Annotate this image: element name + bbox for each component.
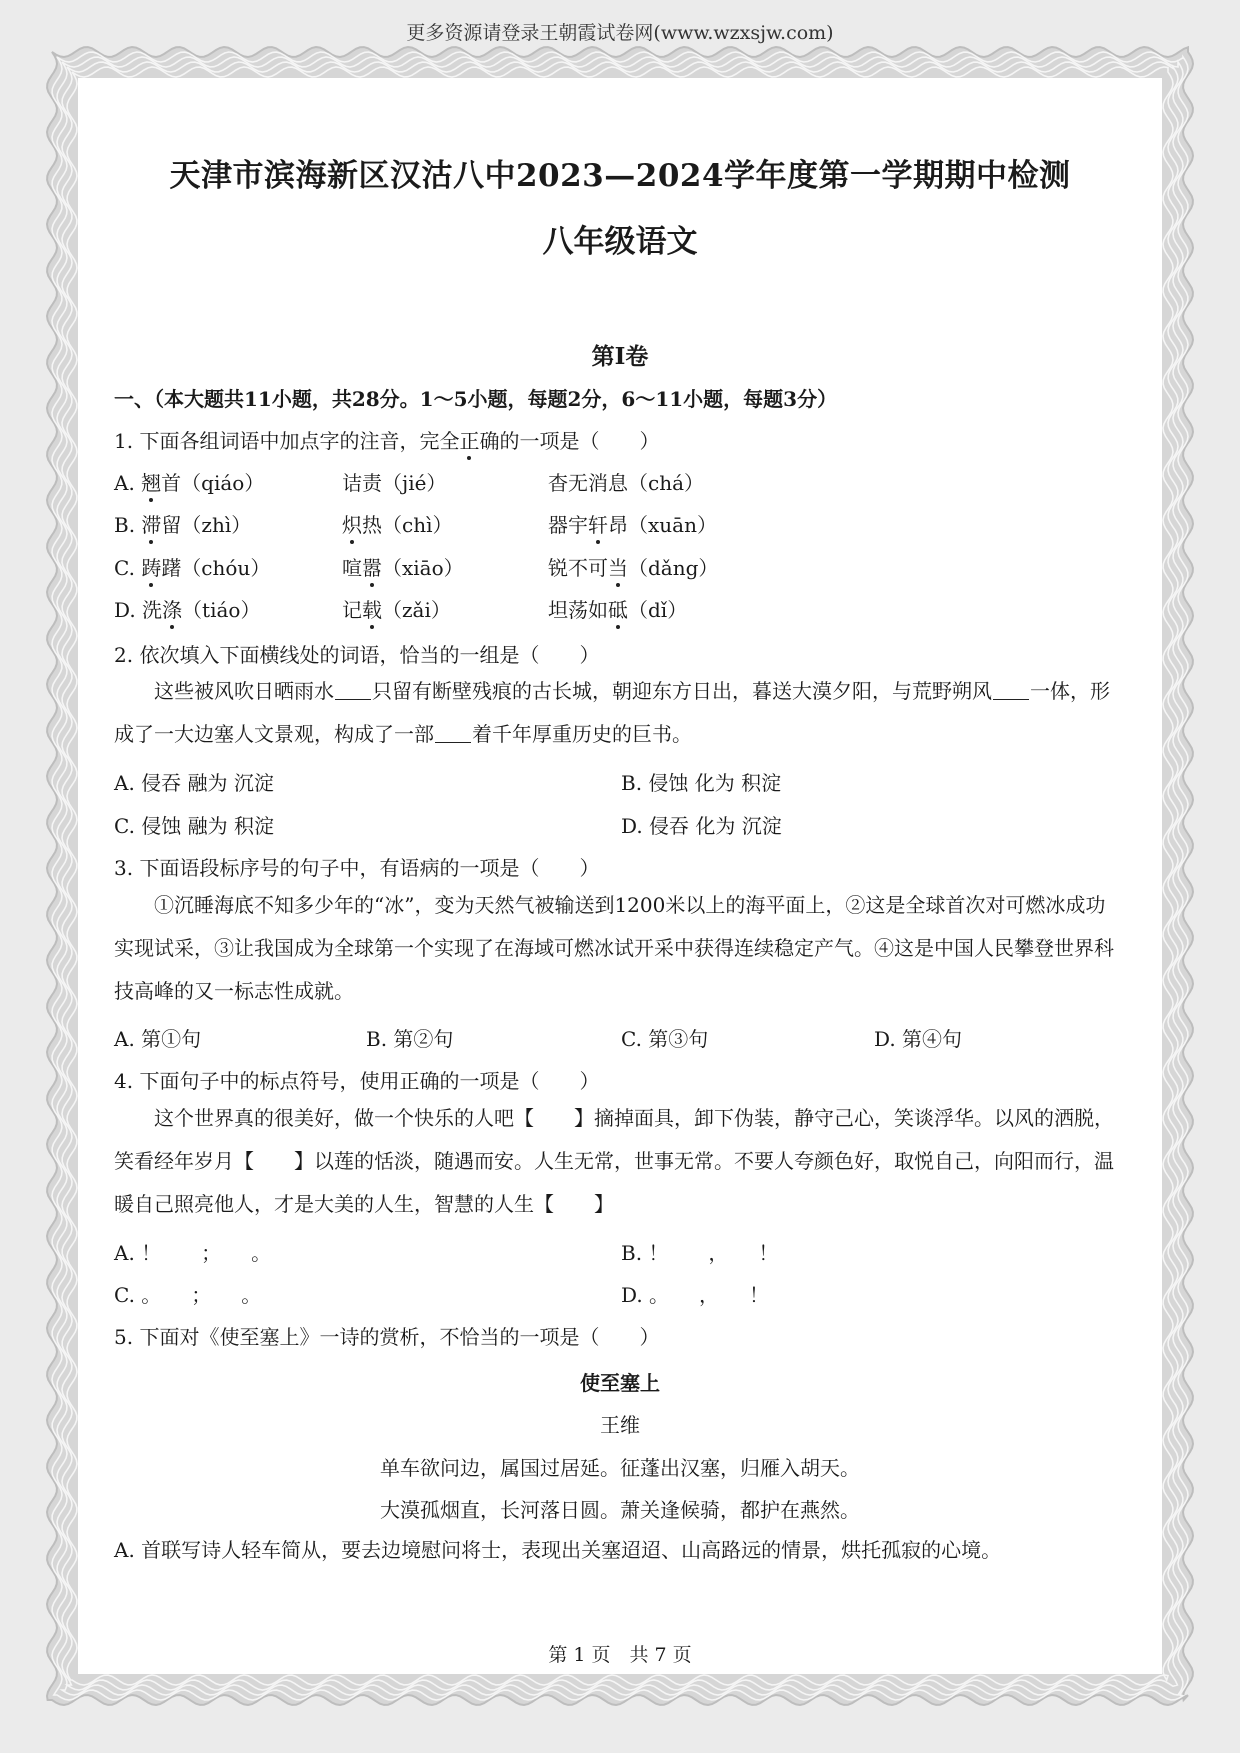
q1-row-1-item-3: 杳无消息（chá） xyxy=(548,471,705,495)
emphasis-dot: 正 xyxy=(459,429,480,453)
q1-row-1-item-2: 诘责（jié） xyxy=(342,471,447,495)
emphasis-dot: 涤 xyxy=(162,598,183,622)
q4-option-c: C. 。 ； 。 xyxy=(114,1283,262,1307)
question-3-passage: ①沉睡海底不知多少年的“冰”，变为天然气被输送到1200米以上的海平面上，②这是全球首次对可燃冰成功实现试采，③让我国成为全球第一个实现了在海域可燃冰试开采中获得连续稳定产气。④这是中国人民攀登世界科技高峰的又一标志性成就。 xyxy=(114,893,1114,1003)
q1-row-2-item-2: 炽热（chì） xyxy=(342,513,453,537)
exam-title: 天津市滨海新区汉沽八中2023—2024学年度第一学期期中检测 xyxy=(169,158,1071,194)
q1-row-2-item-3: 器宇轩昂（xuān） xyxy=(548,513,717,537)
q1-row-3-item-2: 喧嚣（xiāo） xyxy=(342,556,464,580)
emphasis-dot: 嚣 xyxy=(362,556,382,580)
emphasis-dot: 轩 xyxy=(588,513,608,537)
emphasis-dot: 当 xyxy=(608,556,628,580)
emphasis-dot: 滞 xyxy=(141,513,162,537)
emphasis-dot: 炽 xyxy=(342,513,362,537)
q2-option-a: A. 侵吞 融为 沉淀 xyxy=(114,771,274,795)
volume-heading: 第Ⅰ卷 xyxy=(591,343,649,370)
fill-blank xyxy=(435,722,471,743)
question-1-stem: 1. 下面各组词语中加点字的注音，完全正确的一项是（ ） xyxy=(114,429,660,453)
exam-page xyxy=(78,78,1162,1674)
source-banner: 更多资源请登录王朝霞试卷网(www.wzxsjw.com) xyxy=(406,22,834,44)
section-heading: 一、（本大题共11小题，共28分。1～5小题，每题2分，6～11小题，每题3分） xyxy=(114,387,838,411)
q3-option-b: B. 第②句 xyxy=(366,1027,454,1051)
emphasis-dot: 翘 xyxy=(141,471,162,495)
poem-line-2: 大漠孤烟直，长河落日圆。萧关逢候骑，都护在燕然。 xyxy=(380,1498,860,1522)
q5-option-a: A. 首联写诗人轻车简从，要去边境慰问将士，表现出关塞迢迢、山高路远的情景，烘托孤寂的心境。 xyxy=(114,1538,1002,1562)
question-2-stem: 2. 依次填入下面横线处的词语，恰当的一组是（ ） xyxy=(114,643,600,667)
q2-option-d: D. 侵吞 化为 沉淀 xyxy=(621,814,782,838)
page-footer: 第 1 页 共 7 页 xyxy=(548,1644,692,1666)
exam-subtitle: 八年级语文 xyxy=(542,224,698,260)
q4-option-d: D. 。 ， ！ xyxy=(621,1283,770,1307)
q4-option-b: B. ！ ， ！ xyxy=(621,1241,779,1265)
emphasis-dot: 载 xyxy=(362,598,382,622)
q2-option-c: C. 侵蚀 融为 积淀 xyxy=(114,814,275,838)
question-4-stem: 4. 下面句子中的标点符号，使用正确的一项是（ ） xyxy=(114,1069,600,1093)
q4-option-a: A. ！ ； 。 xyxy=(114,1241,272,1265)
poem-line-1: 单车欲问边，属国过居延。征蓬出汉塞，归雁入胡天。 xyxy=(380,1456,860,1480)
q1-row-3-item-1: C. 踌躇（chóu） xyxy=(114,556,271,580)
emphasis-dot: 砥 xyxy=(608,598,628,622)
poem-author: 王维 xyxy=(600,1413,640,1437)
question-4-passage: 这个世界真的很美好，做一个快乐的人吧【 】摘掉面具，卸下伪装，静守己心，笑谈浮华。以风的洒脱，笑看经年岁月【 】以莲的恬淡，随遇而安。人生无常，世事无常。不要人夸颜色好，取悦自己，向阳而行，温暖自己照亮他人，才是大美的人生，智慧的人生【 】 xyxy=(114,1106,1114,1216)
q1-row-2-item-1: B. 滞留（zhì） xyxy=(114,513,252,537)
q3-option-d: D. 第④句 xyxy=(874,1027,963,1051)
q1-row-3-item-3: 锐不可当（dǎng） xyxy=(548,556,719,580)
q1-row-1-item-1: A. 翘首（qiáo） xyxy=(114,471,265,495)
poem-title: 使至塞上 xyxy=(580,1371,660,1395)
q1-row-4-item-2: 记载（zǎi） xyxy=(342,598,451,622)
question-2-passage: 这些被风吹日晒雨水 只留有断壁残痕的古长城，朝迎东方日出，暮送大漠夕阳，与荒野朔风 一体，形成了一大边塞人文景观，构成了一部 着千年厚重历史的巨书。 xyxy=(114,679,1110,746)
fill-blank xyxy=(335,679,371,700)
q1-row-4-item-1: D. 洗涤（tiáo） xyxy=(114,598,261,622)
q3-option-c: C. 第③句 xyxy=(621,1027,709,1051)
emphasis-dot: 踌 xyxy=(141,556,162,580)
q3-option-a: A. 第①句 xyxy=(114,1027,202,1051)
q1-row-4-item-3: 坦荡如砥（dǐ） xyxy=(548,598,688,622)
question-5-stem: 5. 下面对《使至塞上》一诗的赏析，不恰当的一项是（ ） xyxy=(114,1325,660,1349)
fill-blank xyxy=(993,679,1029,700)
question-3-stem: 3. 下面语段标序号的句子中，有语病的一项是（ ） xyxy=(114,856,600,880)
q2-option-b: B. 侵蚀 化为 积淀 xyxy=(621,771,782,795)
